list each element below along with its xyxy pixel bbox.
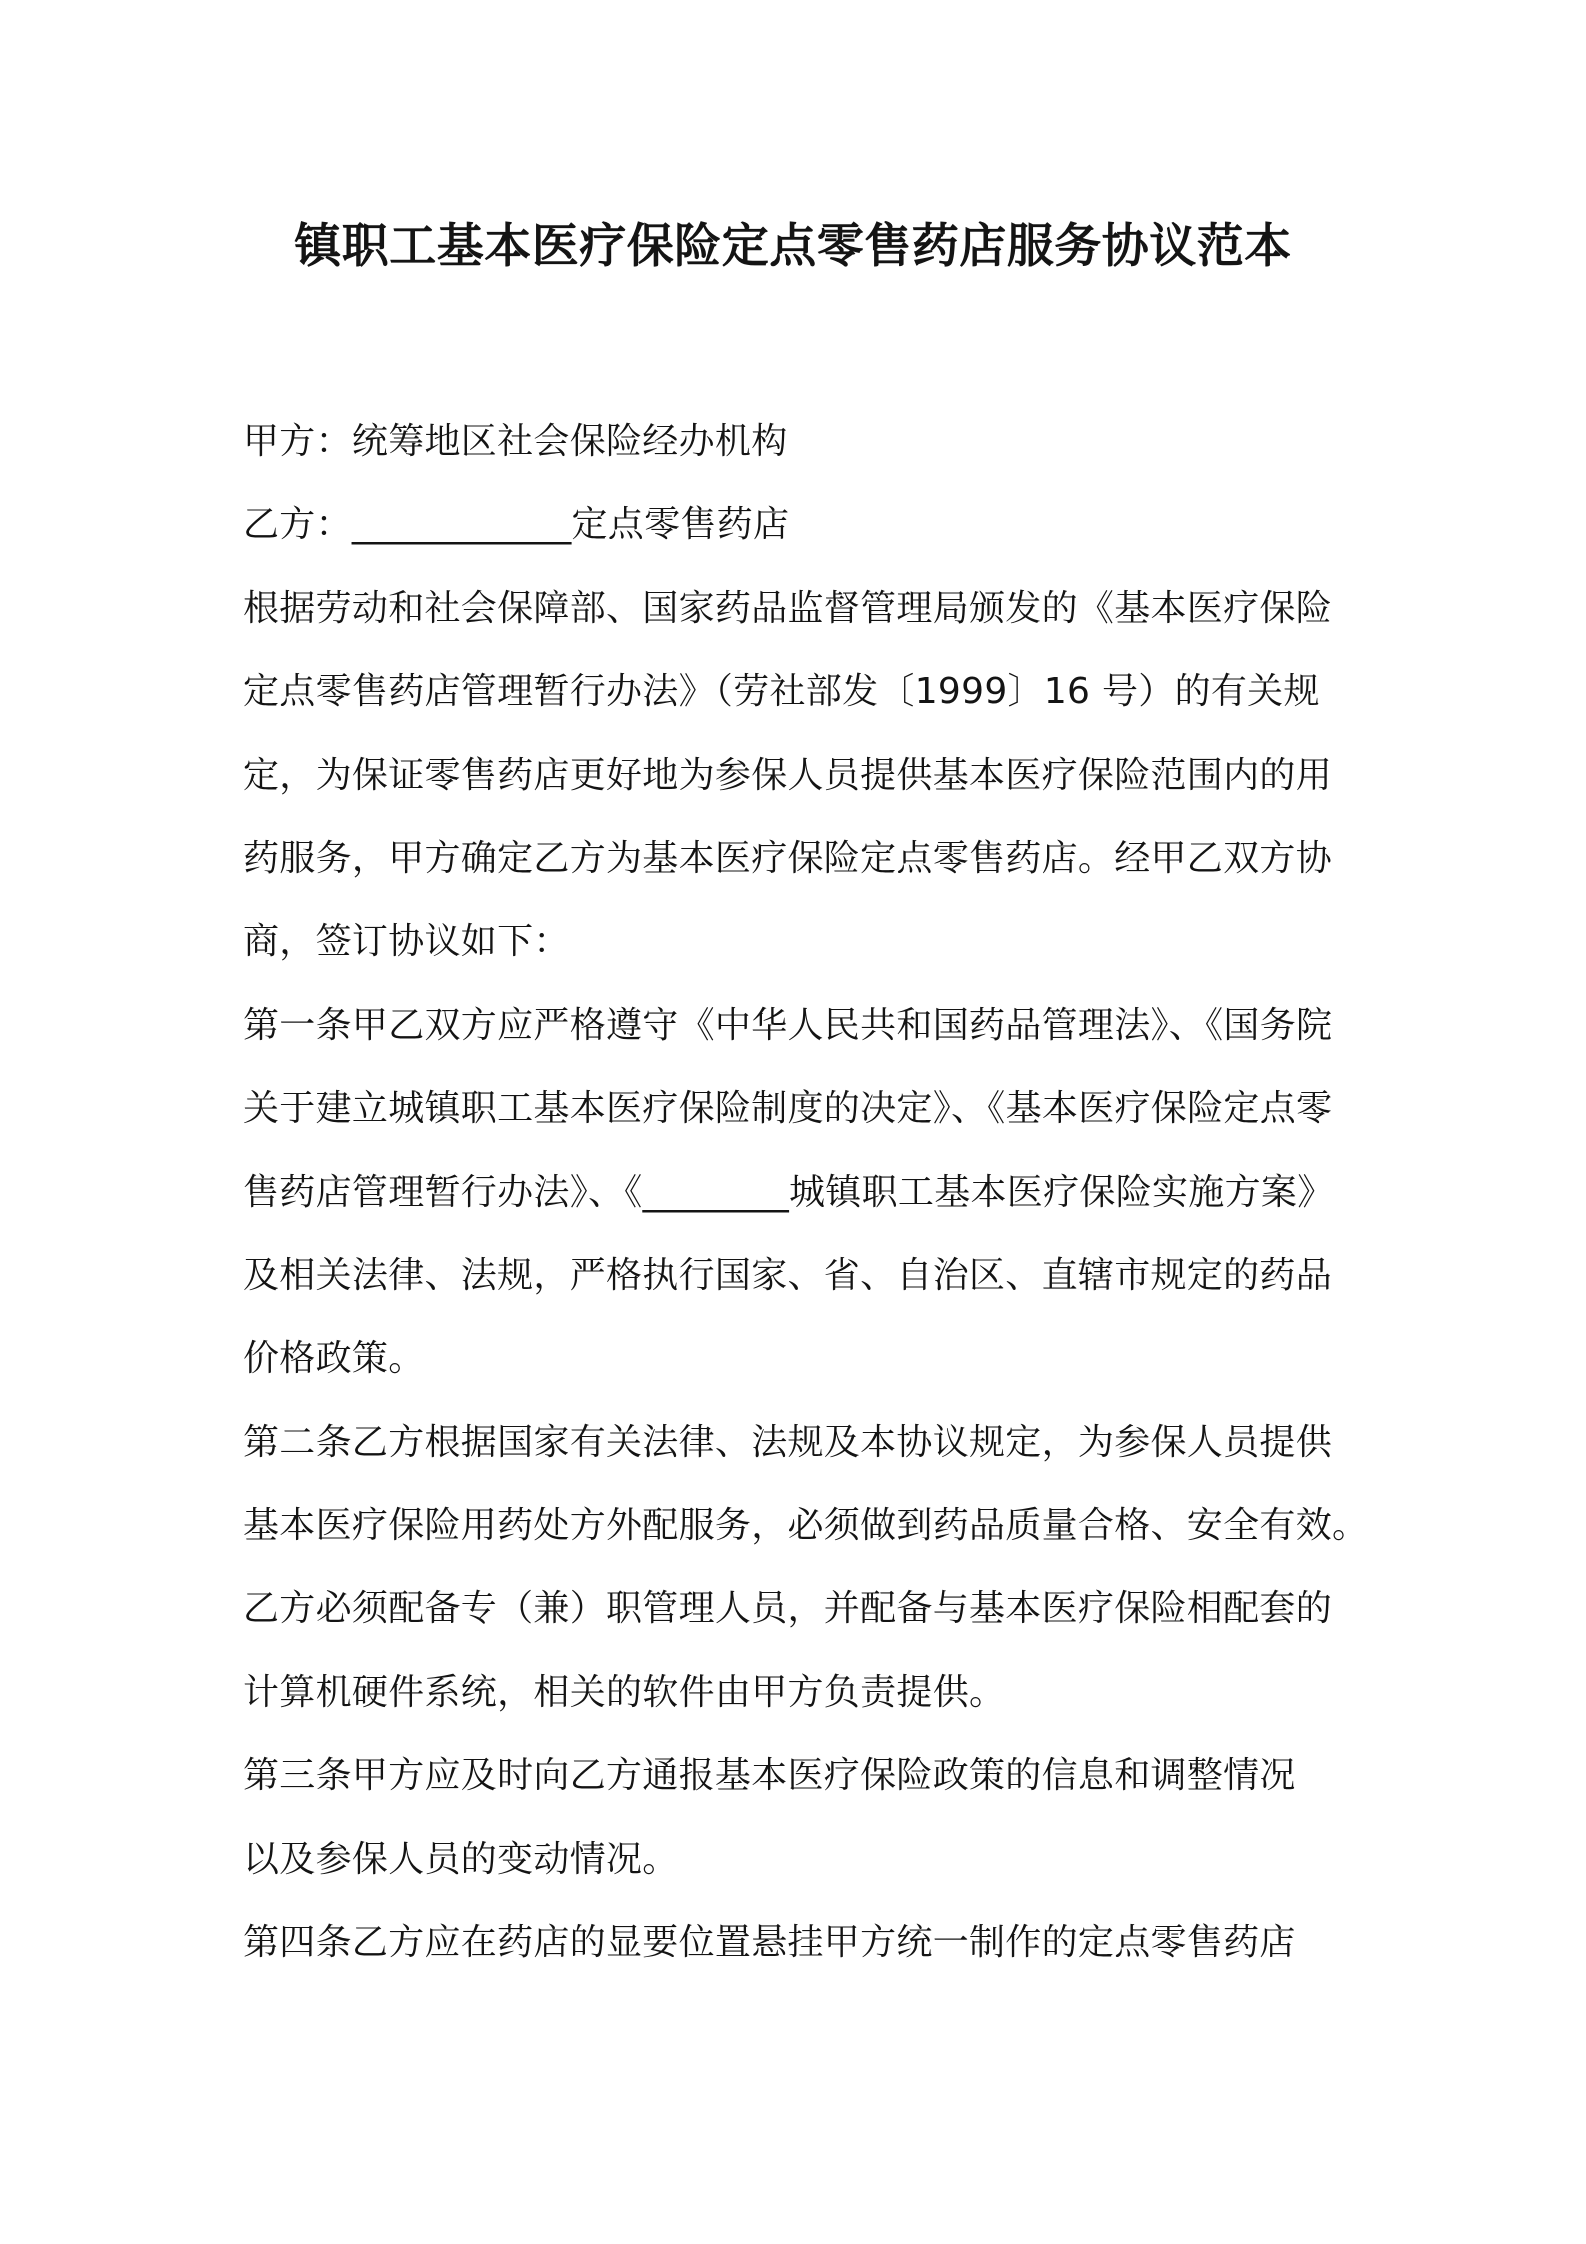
party-a-line: 甲方：统筹地区社会保险经办机构 — [243, 421, 788, 462]
article-1-line: 第一条甲乙双方应严格遵守《中华人民共和国药品管理法》、《国务院 — [243, 1004, 1333, 1046]
party-b-line: 乙方：____________定点零售药店 — [243, 504, 790, 546]
article-2-line: 基本医疗保险用药处方外配服务，必须做到药品质量合格、安全有效。 — [243, 1505, 1369, 1547]
article-1-line: 价格政策。 — [243, 1338, 425, 1380]
preamble-line: 定点零售药店管理暂行办法》（劳社部发〔1999〕16 号）的有关规 — [243, 671, 1320, 713]
preamble-line: 定，为保证零售药店更好地为参保人员提供基本医疗保险范围内的用 — [243, 754, 1333, 796]
document-title: 镇职工基本医疗保险定点零售药店服务协议范本 — [294, 219, 1292, 274]
article-2-line: 乙方必须配备专（兼）职管理人员，并配备与基本医疗保险相配套的 — [243, 1588, 1333, 1630]
article-2-line: 计算机硬件系统，相关的软件由甲方负责提供。 — [243, 1671, 1006, 1713]
article-3-line: 以及参保人员的变动情况。 — [243, 1838, 679, 1880]
article-1-line: 关于建立城镇职工基本医疗保险制度的决定》、《基本医疗保险定点零 — [243, 1088, 1333, 1130]
preamble-line: 根据劳动和社会保障部、国家药品监督管理局颁发的《基本医疗保险 — [243, 587, 1333, 629]
article-2-line: 第二条乙方根据国家有关法律、法规及本协议规定，为参保人员提供 — [243, 1421, 1333, 1463]
article-1-line: 售药店管理暂行办法》、《________城镇职工基本医疗保险实施方案》 — [243, 1171, 1334, 1213]
article-4-line: 第四条乙方应在药店的显要位置悬挂甲方统一制作的定点零售药店 — [243, 1922, 1296, 1964]
preamble-line: 药服务，甲方确定乙方为基本医疗保险定点零售药店。经甲乙双方协 — [243, 837, 1333, 879]
article-1-line: 及相关法律、法规，严格执行国家、省、自治区、直辖市规定的药品 — [243, 1254, 1333, 1296]
article-3-line: 第三条甲方应及时向乙方通报基本医疗保险政策的信息和调整情况 — [243, 1755, 1296, 1797]
document-body — [243, 400, 1383, 1984]
preamble-line: 商，签订协议如下： — [243, 921, 570, 963]
